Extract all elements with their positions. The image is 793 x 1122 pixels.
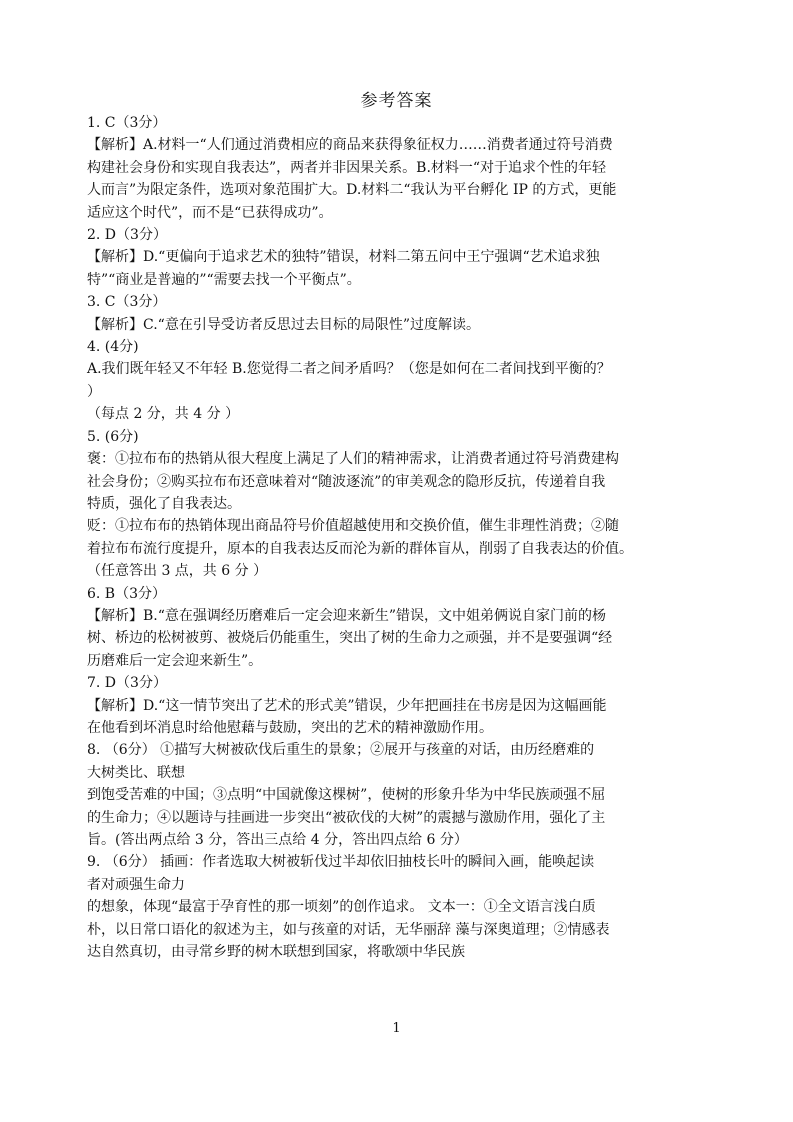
text-line: 朴，以日常口语化的叙述为主，如与孩童的对话，无华丽辞 藻与深奥道理；②情感表: [87, 921, 610, 938]
text-line: 【解析】D.“这一情节突出了艺术的形式美”错误，少年把画挂在书房是因为这幅画能: [87, 697, 607, 714]
text-line: 构建社会身份和实现自我表达”，两者并非因果关系。B.材料一“对于追求个性的年轻: [87, 159, 607, 176]
text-line: 【解析】C.“意在引导受访者反思过去目标的局限性”过度解读。: [87, 316, 480, 333]
text-line: 历磨难后一定会迎来新生”。: [87, 652, 263, 669]
text-line: 9. （6分） 插画：作者选取大树被斩伐过半却依旧抽枝长叶的瞬间入画，能唤起读: [87, 854, 595, 871]
text-line: 【解析】A.材料一“人们通过消费相应的商品来获得象征权力……消费者通过符号消费: [87, 137, 613, 154]
text-line: 者对顽强生命力: [87, 876, 185, 893]
text-line: 3. C（3分）: [87, 294, 167, 311]
text-line: 树、桥边的松树被剪、被烧后仍能重生，突出了树的生命力之顽强，并不是要强调“经: [87, 630, 613, 647]
text-line: 旨。(答出两点给 3 分，答出三点给 4 分，答出四点给 6 分）: [87, 832, 468, 848]
text-line: 2. D（3分）: [87, 227, 167, 244]
text-line: 特”“商业是普遍的”“需要去找一个平衡点”。: [87, 271, 361, 288]
text-line: 着拉布布流行度提升，原本的自我表达反而沦为新的群体盲从，削弱了自我表达的价值。: [87, 540, 633, 557]
text-line: 4. (4分): [87, 339, 139, 356]
text-line: 达自然真切，由寻常乡野的树木联想到国家，将歌颂中华民族: [87, 944, 465, 961]
text-line: 人而言”为限定条件，选项对象范围扩大。D.材料二“我认为平台孵化 IP 的方式，更能: [87, 182, 617, 199]
text-line: 【解析】D.“更偏向于追求艺术的独特”错误，材料二第五问中王宁强调“艺术追求独: [87, 249, 600, 266]
text-line: A.我们既年轻又不年轻 B.您觉得二者之间矛盾吗？（您是如何在二者间找到平衡的？: [87, 361, 611, 378]
text-line: 8. （6分） ①描写大树被砍伐后重生的景象；②展开与孩童的对话，由历经磨难的: [87, 742, 595, 759]
text-line: 的想象，体现“最富于孕育性的那一顷刻”的创作追求。 文本一：①全文语言浅白质: [87, 899, 596, 916]
text-line: 贬：①拉布布的热销体现出商品符号价值超越使用和交换价值，催生非理性消费；②随: [87, 518, 619, 535]
answer-content: [87, 112, 717, 963]
text-line: 适应这个时代”，而不是“已获得成功”。: [87, 204, 333, 221]
text-line: 1. C（3分）: [87, 115, 167, 131]
text-line: 社会身份；②购买拉布布还意味着对“随波逐流”的审美观念的隐形反抗，传递着自我: [87, 473, 606, 490]
text-line: 5. (6分): [87, 428, 139, 445]
text-line: 特质，强化了自我表达。: [87, 495, 241, 512]
text-line: 7. D（3分）: [87, 675, 167, 692]
text-line: 在他看到坏消息时给他慰藉与鼓励，突出的艺术的精神激励作用。: [87, 719, 493, 736]
text-line: 【解析】B.“意在强调经历磨难后一定会迎来新生”错误，文中姐弟俩说自家门前的杨: [87, 607, 607, 624]
text-line: （任意答出 3 点，共 6 分 ）: [87, 563, 268, 580]
page-number: 1: [392, 1021, 401, 1036]
text-line: ）: [87, 383, 101, 400]
text-line: 6. B（3分）: [87, 585, 167, 602]
text-line: 褒：①拉布布的热销从很大程度上满足了人们的精神需求，让消费者通过符号消费建构: [87, 451, 619, 468]
text-line: 到饱受苦难的中国；③点明“中国就像这棵树”，使树的形象升华为中华民族顽强不屈: [87, 787, 606, 804]
text-line: （每点 2 分，共 4 分 ）: [87, 406, 240, 423]
text-line: 的生命力；④以题诗与挂画进一步突出“被砍伐的大树”的震撼与激励作用，强化了主: [87, 809, 606, 826]
page-title: 参考答案: [360, 91, 433, 111]
text-line: 大树类比、联想: [87, 764, 185, 781]
